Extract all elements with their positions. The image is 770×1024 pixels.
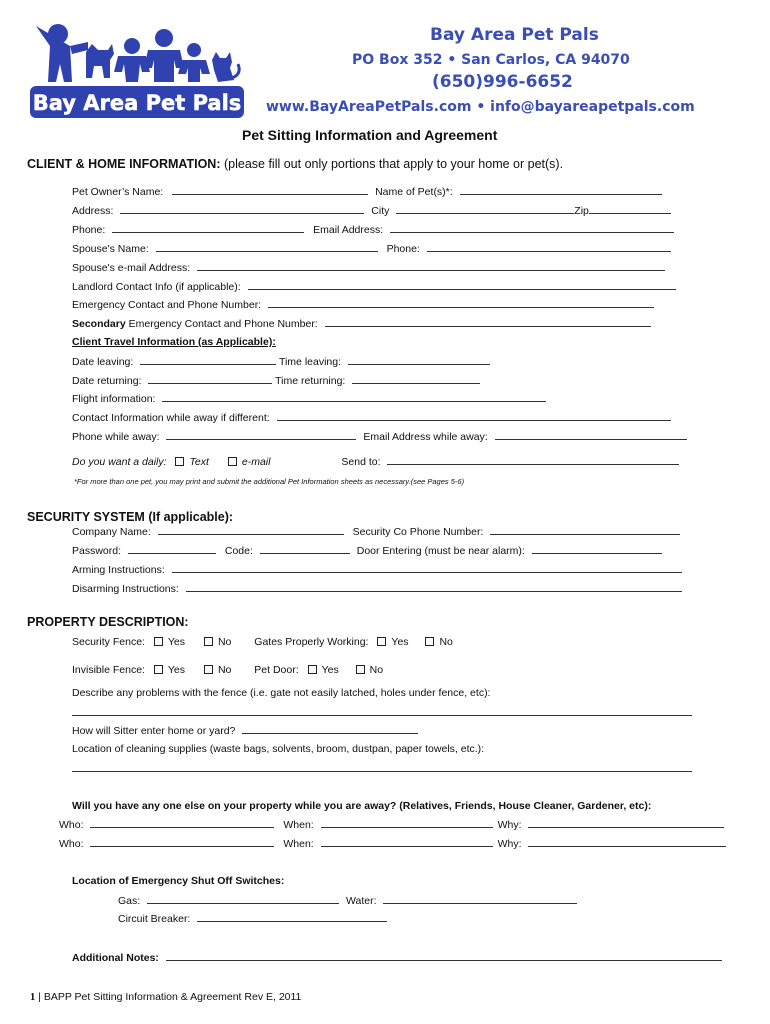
- secondary-label-bold: Secondary: [72, 318, 126, 330]
- landlord-field[interactable]: [248, 280, 676, 290]
- others-question: Will you have any one else on your property while you are away? (Relatives, Friends, House Cleaner, Gardener, etc):: [72, 800, 652, 812]
- secondary-label: Emergency Contact and Phone Number:: [128, 318, 318, 330]
- when-label: When:: [283, 838, 314, 850]
- email-checkbox[interactable]: [228, 457, 237, 466]
- row-invisible-fence: [72, 664, 383, 676]
- time-leaving-field[interactable]: [348, 355, 490, 365]
- door-entering-label: Door Entering (must be near alarm):: [356, 545, 525, 557]
- spouse-email-label: Spouse's e-mail Address:: [72, 262, 191, 274]
- fence-problems-field[interactable]: [72, 706, 692, 716]
- contact-away-field[interactable]: [277, 411, 671, 421]
- checkbox[interactable]: [425, 637, 434, 646]
- row-phone: [72, 223, 674, 236]
- row-who-2: [59, 837, 726, 850]
- email-away-field[interactable]: [495, 430, 687, 440]
- contact-away-label: Contact Information while away if different:: [72, 412, 270, 424]
- pet-door-yes[interactable]: Yes: [308, 664, 339, 676]
- row-emergency: [72, 298, 654, 311]
- notes-field[interactable]: [166, 951, 722, 961]
- page-title: Pet Sitting Information and Agreement: [242, 127, 498, 143]
- row-disarming: [72, 582, 682, 595]
- company-name: Bay Area Pet Pals: [430, 25, 599, 45]
- daily-email-option[interactable]: e-mail: [228, 456, 271, 468]
- pet-door-label: Pet Door:: [254, 664, 299, 676]
- zip-label: Zip: [574, 205, 589, 217]
- security-phone-field[interactable]: [490, 525, 680, 535]
- send-to-field[interactable]: [387, 455, 679, 465]
- footer-text: BAPP Pet Sitting Information & Agreement Rev E, 2011: [43, 991, 302, 1003]
- company-phone: (650)996-6652: [432, 72, 573, 92]
- flight-label: Flight information:: [72, 393, 156, 405]
- code-field[interactable]: [260, 544, 350, 554]
- family-figures-icon: [28, 20, 248, 120]
- date-returning-field[interactable]: [148, 374, 272, 384]
- row-landlord: [72, 280, 676, 293]
- date-returning-label: Date returning:: [72, 375, 142, 387]
- row-spouse-email: [72, 261, 665, 274]
- enter-home-field[interactable]: [242, 724, 418, 734]
- address-field[interactable]: [120, 204, 364, 214]
- row-secondary-emergency: [72, 317, 651, 330]
- row-security-company: [72, 525, 680, 538]
- password-field[interactable]: [128, 544, 216, 554]
- spouse-phone-field[interactable]: [427, 242, 671, 252]
- gates-no[interactable]: No: [425, 636, 452, 648]
- phone-away-field[interactable]: [166, 430, 356, 440]
- footer: [30, 991, 301, 1003]
- address-label: Address:: [72, 205, 114, 217]
- daily-question: Do you want a daily:: [72, 456, 167, 468]
- daily-text-option[interactable]: Text: [175, 456, 208, 468]
- city-label: City: [371, 205, 390, 217]
- checkbox[interactable]: [356, 665, 365, 674]
- spouse-email-field[interactable]: [197, 261, 665, 271]
- emergency-label: Emergency Contact and Phone Number:: [72, 299, 262, 311]
- row-gas-water: [118, 894, 577, 907]
- spouse-phone-label: Phone:: [386, 243, 420, 255]
- when-label: When:: [283, 819, 314, 831]
- row-security-fence: [72, 636, 453, 648]
- gas-field[interactable]: [147, 894, 339, 904]
- row-daily: [72, 455, 679, 468]
- secondary-emergency-field[interactable]: [325, 317, 651, 327]
- company-address: PO Box 352 • San Carlos, CA 94070: [352, 52, 630, 68]
- email-label: Email Address:: [313, 224, 384, 236]
- row-phone-away: [72, 430, 687, 443]
- why-field[interactable]: [528, 818, 724, 828]
- arming-field[interactable]: [172, 563, 682, 573]
- row-owner: [72, 185, 662, 198]
- why-label: Why:: [497, 838, 522, 850]
- when-field[interactable]: [321, 837, 493, 847]
- who-label: Who:: [59, 838, 84, 850]
- date-leaving-field[interactable]: [140, 355, 276, 365]
- circuit-label: Circuit Breaker:: [118, 913, 191, 925]
- water-field[interactable]: [383, 894, 577, 904]
- row-circuit: [118, 912, 387, 925]
- when-field[interactable]: [321, 818, 493, 828]
- send-to-label: Send to:: [341, 456, 381, 468]
- gas-label: Gas:: [118, 895, 141, 907]
- phone-label: Phone:: [72, 224, 106, 236]
- row-notes: [72, 951, 722, 964]
- who-label: Who:: [59, 819, 84, 831]
- time-returning-field[interactable]: [352, 374, 480, 384]
- pet-door-no[interactable]: No: [356, 664, 383, 676]
- cleaning-label: Location of cleaning supplies (waste bags, solvents, broom, dustpan, paper towels, etc.):: [72, 743, 485, 755]
- disarming-label: Disarming Instructions:: [72, 583, 179, 595]
- invisible-fence-yes[interactable]: Yes: [154, 664, 185, 676]
- property-heading: PROPERTY DESCRIPTION:: [27, 615, 189, 629]
- checkbox[interactable]: [204, 665, 213, 674]
- why-field[interactable]: [528, 837, 726, 847]
- row-password: [72, 544, 662, 557]
- time-returning-label: Time returning:: [275, 375, 346, 387]
- text-checkbox[interactable]: [175, 457, 184, 466]
- email-field[interactable]: [390, 223, 674, 233]
- security-heading: SECURITY SYSTEM (If applicable):: [27, 510, 234, 524]
- gates-label: Gates Properly Working:: [254, 636, 369, 648]
- row-address: [72, 204, 671, 217]
- security-company-label: Company Name:: [72, 526, 151, 538]
- why-label: Why:: [497, 819, 522, 831]
- gates-yes[interactable]: Yes: [377, 636, 408, 648]
- security-phone-label: Security Co Phone Number:: [352, 526, 484, 538]
- checkbox[interactable]: [154, 665, 163, 674]
- checkbox[interactable]: [377, 637, 386, 646]
- security-fence-label: Security Fence:: [72, 636, 145, 648]
- phone-field[interactable]: [112, 223, 304, 233]
- row-spouse: [72, 242, 671, 255]
- row-leaving: [72, 355, 490, 368]
- client-heading-row: [27, 157, 563, 171]
- pet-sheets-footnote: *For more than one pet, you may print and submit the additional Pet Information sheets as necessary.(see Pages 5-6): [74, 477, 465, 486]
- door-entering-field[interactable]: [532, 544, 662, 554]
- checkbox[interactable]: [308, 665, 317, 674]
- row-contact-away: [72, 411, 671, 424]
- security-fence-yes[interactable]: Yes: [154, 636, 185, 648]
- arming-label: Arming Instructions:: [72, 564, 165, 576]
- company-logo: [28, 20, 248, 120]
- row-arming: [72, 563, 682, 576]
- security-fence-no[interactable]: No: [204, 636, 231, 648]
- water-label: Water:: [346, 895, 377, 907]
- notes-label: Additional Notes:: [72, 952, 159, 964]
- client-heading: CLIENT & HOME INFORMATION:: [27, 157, 221, 171]
- who-field[interactable]: [90, 837, 274, 847]
- row-who-1: [59, 818, 724, 831]
- phone-away-label: Phone while away:: [72, 431, 160, 443]
- fence-problems-label: Describe any problems with the fence (i.e. gate not easily latched, holes under fence, etc):: [72, 687, 491, 699]
- invisible-fence-no[interactable]: No: [204, 664, 231, 676]
- city-field[interactable]: [396, 204, 574, 214]
- enter-home-label: How will Sitter enter home or yard?: [72, 725, 236, 737]
- owner-name-field[interactable]: [172, 185, 368, 195]
- password-label: Password:: [72, 545, 122, 557]
- disarming-field[interactable]: [186, 582, 682, 592]
- time-leaving-label: Time leaving:: [278, 356, 342, 368]
- footer-separator: |: [35, 991, 44, 1003]
- pet-names-label: Name of Pet(s)*:: [375, 186, 453, 198]
- row-returning: [72, 374, 480, 387]
- spouse-name-field[interactable]: [156, 242, 378, 252]
- checkbox[interactable]: [204, 637, 213, 646]
- security-company-field[interactable]: [158, 525, 344, 535]
- who-field[interactable]: [90, 818, 274, 828]
- travel-heading: Client Travel Information (as Applicable):: [72, 336, 276, 348]
- spouse-name-label: Spouse's Name:: [72, 243, 149, 255]
- code-label: Code:: [224, 545, 253, 557]
- zip-field[interactable]: [589, 204, 671, 214]
- row-flight: [72, 392, 546, 405]
- circuit-field[interactable]: [197, 912, 387, 922]
- date-leaving-label: Date leaving:: [72, 356, 134, 368]
- flight-field[interactable]: [162, 392, 546, 402]
- shutoff-heading: Location of Emergency Shut Off Switches:: [72, 875, 285, 887]
- landlord-label: Landlord Contact Info (if applicable):: [72, 281, 241, 293]
- page-number: 1: [30, 992, 36, 1003]
- invisible-fence-label: Invisible Fence:: [72, 664, 145, 676]
- cleaning-field[interactable]: [72, 762, 692, 772]
- checkbox[interactable]: [154, 637, 163, 646]
- emergency-field[interactable]: [268, 298, 654, 308]
- pet-names-field[interactable]: [460, 185, 662, 195]
- company-web-email: www.BayAreaPetPals.com • info@bayareapetpals.com: [266, 99, 695, 115]
- client-subheading: (please fill out only portions that apply to your home or pet(s).: [223, 157, 564, 171]
- row-enter-home: [72, 724, 418, 737]
- owner-name-label: Pet Owner’s Name:: [72, 186, 164, 198]
- email-away-label: Email Address while away:: [363, 431, 488, 443]
- logo-text: Bay Area Pet Pals: [32, 91, 242, 115]
